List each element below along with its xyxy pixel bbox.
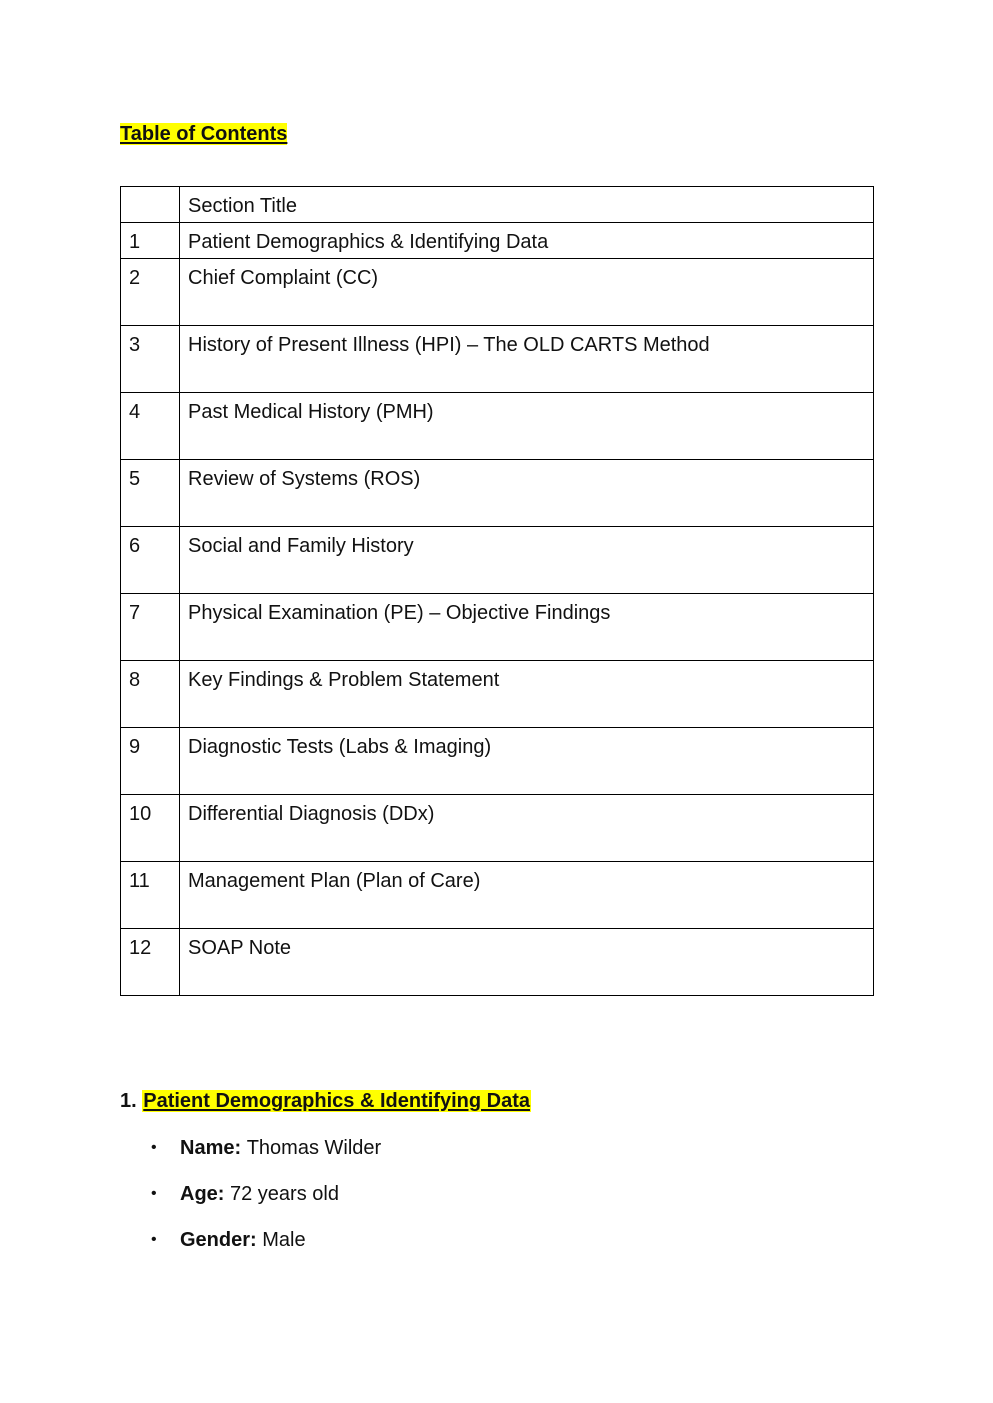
table-row bbox=[121, 728, 874, 795]
table-row bbox=[121, 393, 874, 460]
table-row bbox=[121, 594, 874, 661]
field-label: Age: bbox=[180, 1183, 230, 1205]
toc-row-num: 3 bbox=[121, 326, 180, 393]
toc-row-title: SOAP Note bbox=[180, 929, 874, 996]
section-number: 1. bbox=[120, 1090, 137, 1112]
bullet-icon: • bbox=[151, 1185, 157, 1202]
list-item bbox=[120, 1181, 381, 1227]
demographics-list bbox=[120, 1135, 381, 1273]
toc-header-title: Section Title bbox=[180, 187, 874, 223]
toc-row-num: 8 bbox=[121, 661, 180, 728]
field-value: Thomas Wilder bbox=[246, 1137, 382, 1159]
toc-heading-text: Table of Contents bbox=[120, 123, 288, 145]
toc-row-title: Physical Examination (PE) – Objective Findings bbox=[180, 594, 874, 661]
toc-header-num bbox=[121, 187, 180, 223]
toc-row-num: 2 bbox=[121, 259, 180, 326]
table-row bbox=[121, 223, 874, 259]
toc-row-title: Past Medical History (PMH) bbox=[180, 393, 874, 460]
table-row bbox=[121, 862, 874, 929]
table-row bbox=[121, 929, 874, 996]
toc-row-title: Social and Family History bbox=[180, 527, 874, 594]
toc-row-num: 5 bbox=[121, 460, 180, 527]
toc-row-num: 1 bbox=[121, 223, 180, 259]
table-row bbox=[121, 795, 874, 862]
toc-row-title: Key Findings & Problem Statement bbox=[180, 661, 874, 728]
toc-row-num: 12 bbox=[121, 929, 180, 996]
toc-row-num: 10 bbox=[121, 795, 180, 862]
bullet-icon: • bbox=[151, 1231, 157, 1248]
toc-row-num: 11 bbox=[121, 862, 180, 929]
table-row bbox=[121, 527, 874, 594]
table-row bbox=[121, 259, 874, 326]
toc-row-num: 9 bbox=[121, 728, 180, 795]
table-row bbox=[121, 460, 874, 527]
toc-row-title: Diagnostic Tests (Labs & Imaging) bbox=[180, 728, 874, 795]
section-heading bbox=[120, 1088, 531, 1114]
toc-heading bbox=[120, 121, 287, 147]
field-label: Name: bbox=[180, 1137, 247, 1159]
toc-row-num: 4 bbox=[121, 393, 180, 460]
bullet-icon: • bbox=[151, 1139, 157, 1156]
toc-row-title: Management Plan (Plan of Care) bbox=[180, 862, 874, 929]
toc-row-title: History of Present Illness (HPI) – The OLD CARTS Method bbox=[180, 326, 874, 393]
table-row bbox=[121, 661, 874, 728]
toc-table bbox=[120, 186, 874, 996]
list-item bbox=[120, 1227, 381, 1273]
toc-row-title: Review of Systems (ROS) bbox=[180, 460, 874, 527]
table-row bbox=[121, 326, 874, 393]
toc-row-num: 7 bbox=[121, 594, 180, 661]
section-title: Patient Demographics & Identifying Data bbox=[143, 1090, 530, 1112]
field-value: Male bbox=[262, 1229, 306, 1251]
toc-row-title: Patient Demographics & Identifying Data bbox=[180, 223, 874, 259]
field-label: Gender: bbox=[180, 1229, 263, 1251]
toc-row-title: Chief Complaint (CC) bbox=[180, 259, 874, 326]
field-value: 72 years old bbox=[230, 1183, 339, 1205]
toc-row-title: Differential Diagnosis (DDx) bbox=[180, 795, 874, 862]
toc-row-num: 6 bbox=[121, 527, 180, 594]
toc-header-row bbox=[121, 187, 874, 223]
list-item bbox=[120, 1135, 381, 1181]
